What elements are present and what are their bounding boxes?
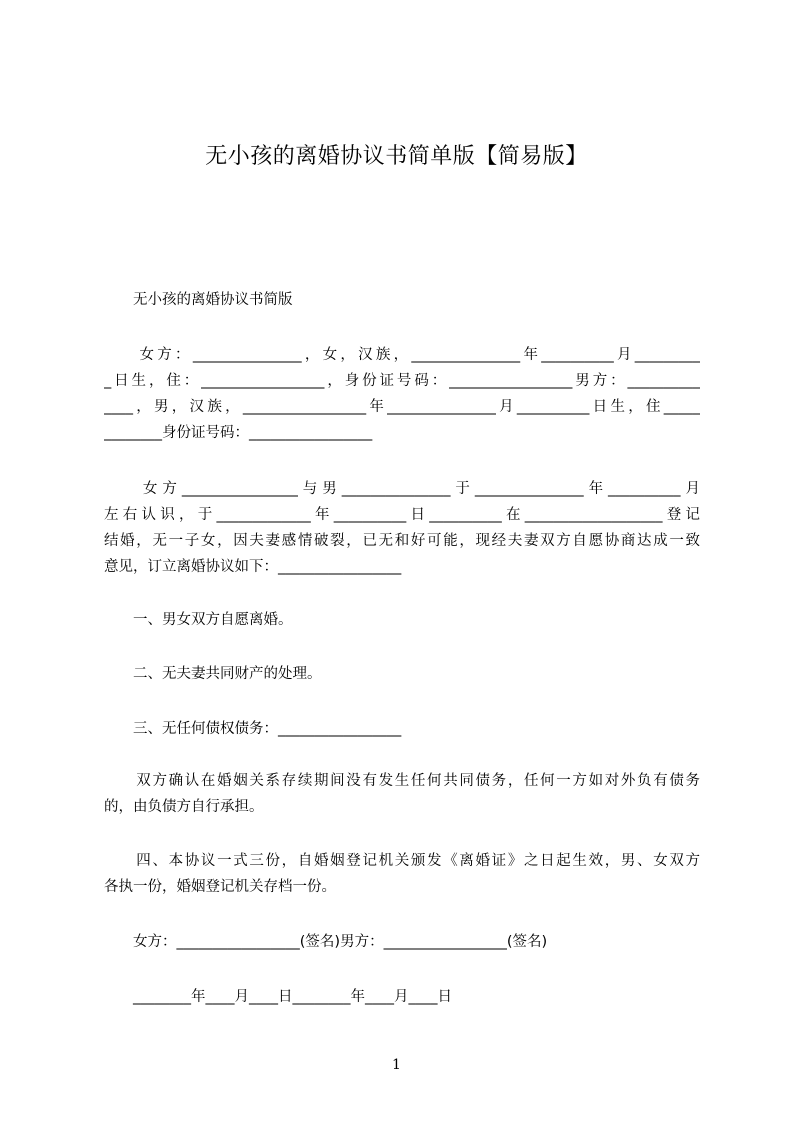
clause-4 <box>104 848 700 900</box>
date-line <box>104 984 700 1010</box>
subtitle-text: 无小孩的离婚协议书简版 <box>133 292 293 308</box>
clause-2-text: 二、无夫妻共同财产的处理。 <box>104 666 322 682</box>
acquaintance-line: 意见，订立离婚协议如下：_________________ <box>104 559 402 575</box>
subtitle-line <box>104 287 700 313</box>
parties-line: ________身份证号码：_________________ <box>104 425 373 441</box>
acquaintance-line: 左右认识，于_____________年__________日__________在___________________登记 <box>104 507 700 523</box>
signature-text: 女方：_________________(签名)男方：_________________(签名) <box>104 934 548 950</box>
debt-line: 的，由负债方自行承担。 <box>104 799 264 815</box>
acquaintance-paragraph <box>104 476 700 580</box>
clause-1 <box>104 607 700 633</box>
parties-paragraph <box>104 342 700 446</box>
parties-line: ____，男，汉族，_________________年_______________月__________日生，住_____ <box>104 399 700 415</box>
clause-1-text: 一、男女双方自愿离婚。 <box>104 612 293 628</box>
date-text: ________年____月____日________年____月____日 <box>104 989 452 1005</box>
acquaintance-line: 结婚，无一子女，因夫妻感情破裂，已无和好可能，现经夫妻双方自愿协商达成一致 <box>104 533 700 549</box>
clause-2 <box>104 661 700 687</box>
clause-3-text: 三、无任何债权债务：_________________ <box>104 721 402 737</box>
clause-4-line: 四、本协议一式三份，自婚姻登记机关颁发《离婚证》之日起生效，男、女双方 <box>104 853 700 869</box>
parties-line: _日生，住：_________________，身份证号码：_________________男方：__________ <box>104 373 700 389</box>
parties-line: 女方：_______________，女，汉族，_______________年__________月_________ <box>104 347 700 363</box>
debt-line: 双方确认在婚姻关系存续期间没有发生任何共同债务，任何一方如对外负有债务 <box>104 773 700 789</box>
clause-3 <box>104 716 700 742</box>
clause-4-line: 各执一份，婚姻登记机关存档一份。 <box>104 879 336 895</box>
page-number: 1 <box>392 1057 401 1073</box>
subtitle-paragraph <box>104 287 700 313</box>
signature-line <box>104 929 700 955</box>
document-title: 无小孩的离婚协议书简单版【简易版】 <box>205 144 588 169</box>
acquaintance-line: 女方________________与男_______________于_______________年__________月 <box>104 481 700 497</box>
debt-paragraph <box>104 768 700 820</box>
